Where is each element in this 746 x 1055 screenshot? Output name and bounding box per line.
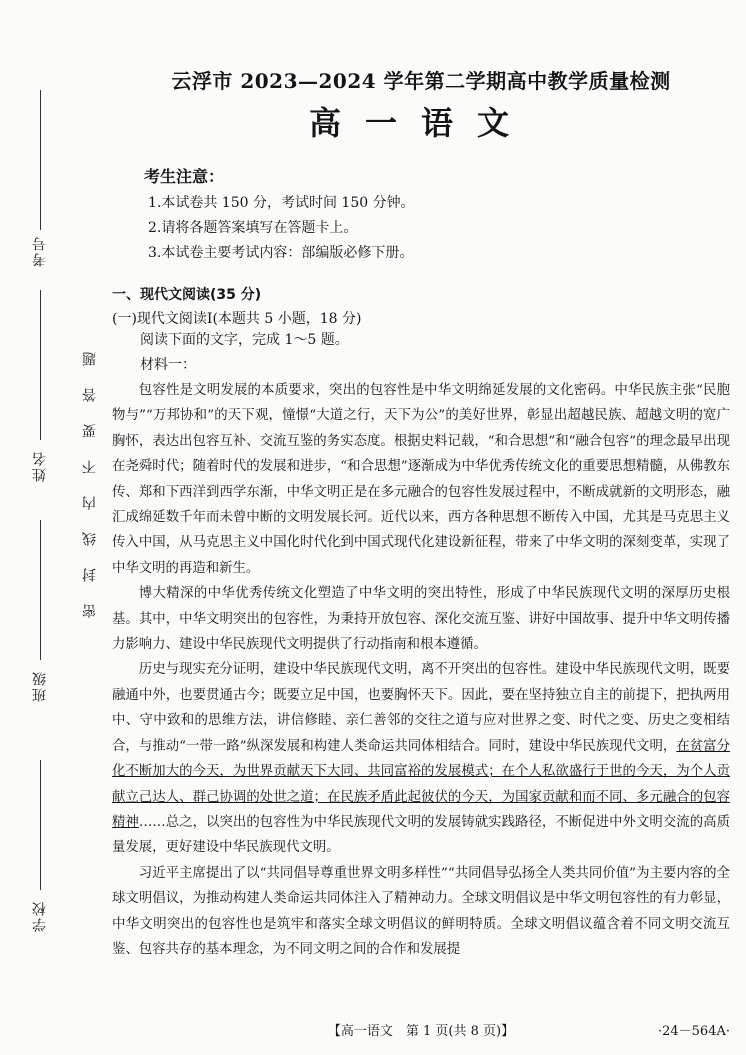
- school-label: 学校: [32, 900, 48, 932]
- notice-title: 考生注意：: [144, 167, 225, 186]
- class-line: [40, 520, 41, 660]
- notice-item: 3.本试卷主要考试内容：部编版必修下册。: [148, 245, 414, 261]
- exam-no-label: 考号: [32, 235, 48, 267]
- passage-paragraph: [112, 657, 730, 860]
- school-line: [40, 760, 41, 890]
- passage-paragraph: 包容性是文明发展的本质要求，突出的包容性是中华文明绵延发展的文化密码。中华民族主张“民胞物与”“万邦协和”的天下观，憧憬“大道之行，天下为公”的美好世界，彰显出超越民族、超越文明的宽广胸怀，表达出包容互补、交流互鉴的务实态度。根据史料记载，“和合思想”和“融合包容”的理念最早出现在尧舜时代；随着时代的发展和进步，“和合思想”逐渐成为中华优秀传统文化的重要思想精髓，从佛教东传、郑和下西洋到西学东渐，中华文明正是在多元融合的包容性发展过程中，不断成就新的文明形态，融汇成绵延数千年而未曾中断的文明发展长河。近代以来，西方各种思想不断传入中国，尤其是马克思主义传入中国，从马克思主义中国化时代化到中国式现代化建设新征程，带来了中华文明的深刻变革，实现了中华文明的再造和新生。: [112, 383, 730, 576]
- exam-code: ·24－564A·: [657, 1024, 730, 1039]
- class-label: 班级: [32, 670, 48, 702]
- passage: [112, 378, 730, 962]
- notice-item: 1.本试卷共 150 分，考试时间 150 分钟。: [148, 195, 415, 211]
- candidate-notice: [144, 164, 730, 266]
- passage-paragraph: 博大精深的中华优秀传统文化塑造了中华文明的突出特性，形成了中华民族现代文明的深厚历史根基。其中，中华文明突出的包容性，为秉持开放包容、深化交流互鉴、讲好中国故事、提升中华文明传播力影响力、建设中华民族现代文明提供了行动指南和根本遵循。: [112, 586, 730, 653]
- seal-line-notice: 密封线内不要答题: [82, 330, 98, 618]
- page-info: 【高一语文 第 1 页(共 8 页)】: [327, 1024, 515, 1039]
- name-line: [40, 290, 41, 440]
- paragraph-text: 历史与现实充分证明，建设中华民族现代文明，离不开突出的包容性。建设中华民族现代文明，既要融通中外，也要贯通古今；既要立足中国，也要胸怀天下。因此，要在坚持独立自主的前提下，把执两用中、守中致和的思维方法，讲信修睦、亲仁善邻的交往之道与应对世界之变、时代之变、历史之变相结合，与推动“一带一路”纵深发展和构建人类命运共同体相结合。同时，建设中华民族现代文明，: [112, 662, 730, 754]
- notice-item: 2.请将各题答案填写在答题卡上。: [148, 220, 358, 236]
- subsection-heading: (一)现代文阅读Ⅰ(本题共 5 小题，18 分): [112, 311, 362, 327]
- subject-title: 高一语文: [308, 104, 533, 142]
- reading-instruction: 阅读下面的文字，完成 1～5 题。: [140, 332, 349, 348]
- material-label: 材料一：: [140, 357, 196, 373]
- exam-page: [112, 55, 730, 962]
- paragraph-text: ……总之，以突出的包容性为中华民族现代文明的发展铸就实践路径，不断促进中外文明交流的高质量发展，更好建设中华民族现代文明。: [112, 814, 730, 856]
- underlined-sentence: 在贫富分化不断加大的今天，为世界贡献天下大同、共同富裕的发展模式；在个人私欲盛行于世的今天，为个人贡献立己达人、群己协调的处世之道；在民族矛盾此起彼伏的今天，为国家贡献和而不同、多元融合的包容精神: [112, 738, 730, 830]
- name-label: 姓名: [32, 450, 48, 482]
- section-heading: 一、现代文阅读(35 分): [112, 287, 262, 303]
- exam-no-line: [40, 90, 41, 230]
- passage-paragraph: 习近平主席提出了以“共同倡导尊重世界文明多样性”“共同倡导弘扬全人类共同价值”为主要内容的全球文明倡议，为推动构建人类命运共同体注入了精神动力。全球文明倡议是中华文明包容性的有力彰显，中华文明突出的包容性也是筑牢和落实全球文明倡议的鲜明特质。全球文明倡议蕴含着不同文明交流互鉴、包容共存的基本理念，为不同文明之间的合作和发展提: [112, 865, 730, 957]
- page-footer: [112, 1020, 730, 1039]
- binding-margin: [0, 0, 110, 1055]
- exam-title: 云浮市 2023—2024 学年第二学期高中教学质量检测: [171, 69, 671, 93]
